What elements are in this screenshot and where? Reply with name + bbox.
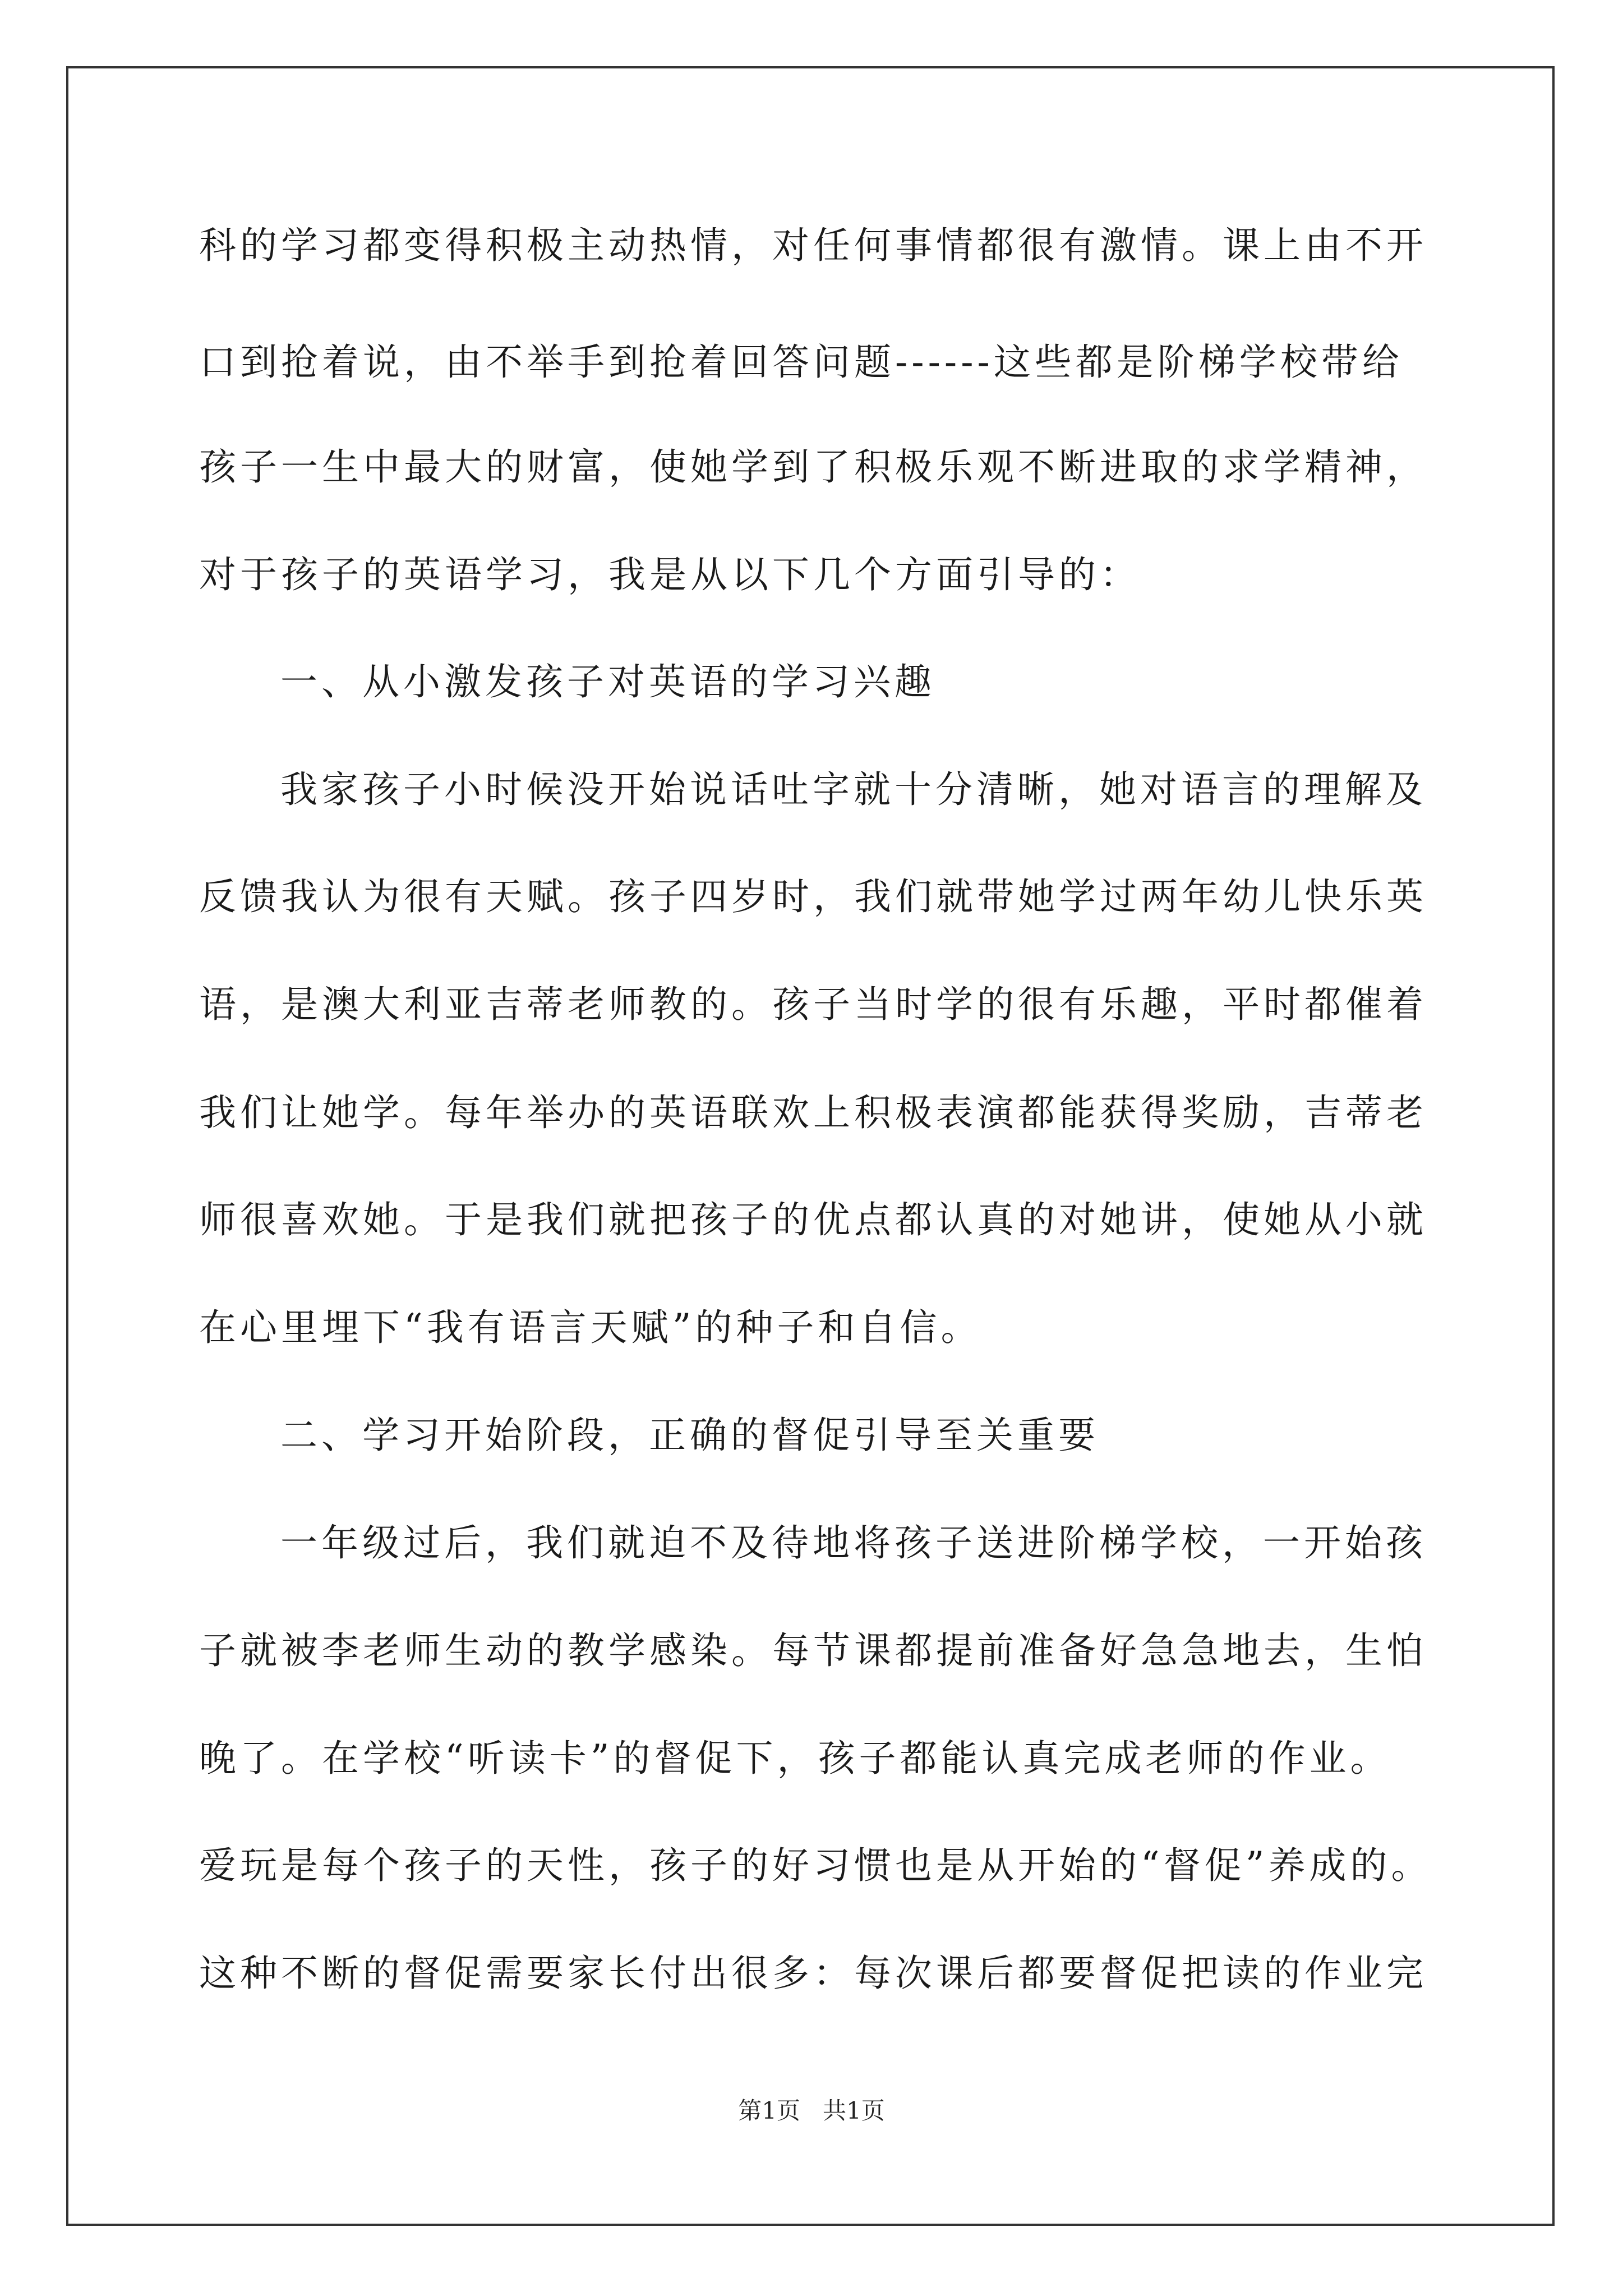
body-text-line: 晚了。在学校“听读卡”的督促下，孩子都能认真完成老师的作业。 <box>199 1737 1391 1780</box>
body-text-line: 口到抢着说，由不举手到抢着回答问题------这些都是阶梯学校带给 <box>199 341 1403 384</box>
body-text-line: 科的学习都变得积极主动热情，对任何事情都很有激情。课上由不开 <box>199 224 1427 267</box>
body-text-line: 孩子一生中最大的财富，使她学到了积极乐观不断进取的求学精神， <box>199 445 1427 489</box>
body-text-line: 在心里埋下“我有语言天赋”的种子和自信。 <box>199 1306 982 1349</box>
body-text-line: 我家孩子小时候没开始说话吐字就十分清晰，她对语言的理解及 <box>280 768 1427 811</box>
section-heading-1: 一、从小激发孩子对英语的学习兴趣 <box>280 660 935 703</box>
section-heading-2: 二、学习开始阶段，正确的督促引导至关重要 <box>280 1414 1099 1457</box>
body-text-line: 对于孩子的英语学习，我是从以下几个方面引导的： <box>199 553 1141 596</box>
body-text-line: 师很喜欢她。于是我们就把孩子的优点都认真的对她讲，使她从小就 <box>199 1198 1427 1241</box>
body-text-line: 我们让她学。每年举办的英语联欢上积极表演都能获得奖励，吉蒂老 <box>199 1091 1427 1134</box>
body-text-line: 子就被李老师生动的教学感染。每节课都提前准备好急急地去，生怕 <box>199 1629 1427 1672</box>
body-text-line: 语，是澳大利亚吉蒂老师教的。孩子当时学的很有乐趣，平时都催着 <box>199 983 1427 1026</box>
body-text-line: 反馈我认为很有天赋。孩子四岁时，我们就带她学过两年幼儿快乐英 <box>199 875 1427 918</box>
body-text-line: 这种不断的督促需要家长付出很多：每次课后都要督促把读的作业完 <box>199 1952 1427 1995</box>
body-text-line: 爱玩是每个孩子的天性，孩子的好习惯也是从开始的“督促”养成的。 <box>199 1844 1432 1887</box>
body-text-line: 一年级过后，我们就迫不及待地将孩子送进阶梯学校，一开始孩 <box>280 1521 1427 1565</box>
page-number-footer: 第1页 共1页 <box>738 2097 885 2124</box>
page-border <box>66 66 1555 2226</box>
